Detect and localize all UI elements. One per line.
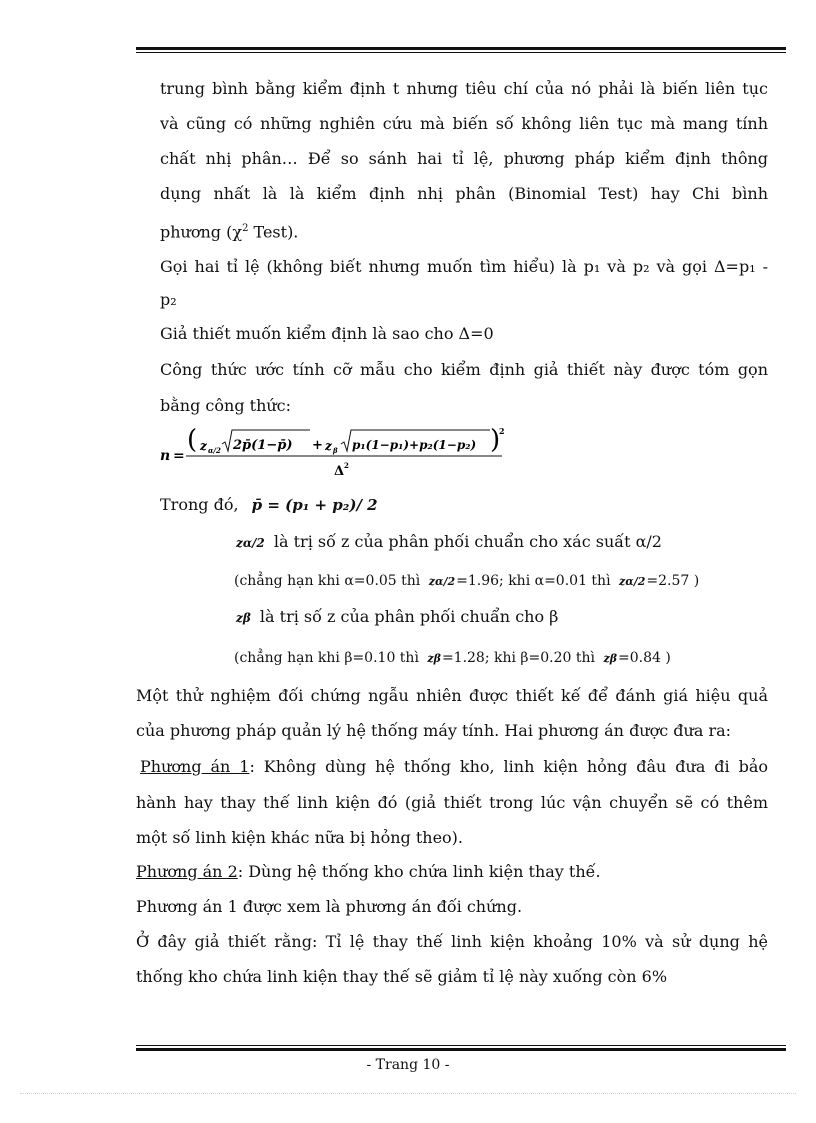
- svg-text:z: z: [200, 439, 207, 453]
- assumption-line-1: Ở đây giả thiết rằng: Tỉ lệ thay thế linh kiện khoảng 10% và sử dụng hệ: [136, 932, 768, 951]
- option-1-text: : Không dùng hệ thống kho, linh kiện hỏng đâu đưa đi bảo: [249, 757, 769, 776]
- z-beta-example: [234, 648, 671, 669]
- chi-text: phương (χ: [160, 222, 243, 242]
- z-alpha-example-c: =2.57 ): [646, 573, 700, 589]
- z-beta-line: [236, 607, 558, 628]
- where-label: Trong đó,: [160, 495, 239, 514]
- z-alpha-line: [236, 532, 662, 553]
- hypothesis-line: Giả thiết muốn kiểm định là sao cho Δ=0: [160, 324, 494, 343]
- paragraph-2-line-2: p₂: [160, 290, 177, 309]
- svg-text:z: z: [325, 439, 332, 453]
- option-2-label: Phương án 2: [136, 862, 238, 881]
- option-2-line: [136, 862, 601, 882]
- experiment-line-2: của phương pháp quản lý hệ thống máy tính. Hai phương án được đưa ra:: [136, 721, 732, 740]
- svg-text:β: β: [333, 446, 338, 455]
- z-beta-symbol: zβ: [236, 611, 251, 625]
- option-1-label: Phương án 1: [140, 757, 250, 776]
- paragraph-1-line-5: [160, 219, 298, 242]
- z-alpha-example-b: =1.96; khi α=0.01 thì: [456, 573, 611, 589]
- paragraph-2-line-1: Gọi hai tỉ lệ (không biết nhưng muốn tìm hiểu) là p₁ và p₂ và gọi Δ=p₁ -: [160, 257, 768, 276]
- svg-text:): ): [490, 425, 501, 455]
- z-beta-text: là trị số z của phân phối chuẩn cho β: [259, 607, 559, 626]
- z-alpha-symbol-inline-2: zα/2: [619, 575, 646, 588]
- z-beta-example-c: =0.84 ): [618, 650, 671, 666]
- svg-text:+: +: [312, 438, 323, 453]
- test-text: Test).: [248, 222, 299, 242]
- assumption-line-2: thống kho chứa linh kiện thay thế sẽ giảm tỉ lệ này xuống còn 6%: [136, 967, 668, 986]
- sample-size-formula: [160, 424, 505, 482]
- svg-text:n: n: [160, 448, 171, 464]
- page-edge-dotted-line: [20, 1093, 796, 1094]
- z-alpha-example-a: (chẳng hạn khi α=0.05 thì: [234, 573, 421, 589]
- option-2-text: : Dùng hệ thống kho chứa linh kiện thay thế.: [237, 862, 601, 881]
- z-alpha-example: [234, 571, 699, 592]
- chi-superscript: 2: [242, 223, 249, 234]
- paragraph-1-line-4: dụng nhất là là kiểm định nhị phân (Binomial Test) hay Chi bình: [160, 184, 768, 203]
- svg-text:2: 2: [344, 461, 349, 470]
- option-1-line-3: một số linh kiện khác nữa bị hỏng theo).: [136, 828, 464, 847]
- footer-rule: [136, 1045, 786, 1051]
- formula-intro-line-1: Công thức ước tính cỡ mẫu cho kiểm định giả thiết này được tóm gọn: [160, 360, 768, 379]
- svg-text:p₁(1−p₁)+p₂(1−p₂): p₁(1−p₁)+p₂(1−p₂): [352, 438, 477, 452]
- svg-text:=: =: [173, 448, 185, 464]
- p-bar-formula: p̄ = (p₁ + p₂)/ 2: [251, 496, 378, 514]
- where-line: [160, 495, 378, 515]
- z-beta-symbol-inline-2: zβ: [603, 652, 618, 665]
- svg-text:(: (: [187, 425, 198, 455]
- svg-text:Δ: Δ: [334, 464, 345, 479]
- svg-text:2p̄(1−p̄): 2p̄(1−p̄): [233, 438, 293, 453]
- option-1-line-2: hành hay thay thế linh kiện đó (giả thiết trong lúc vận chuyển sẽ có thêm: [136, 793, 768, 812]
- z-beta-symbol-inline: zβ: [427, 652, 441, 665]
- control-line: Phương án 1 được xem là phương án đối chứng.: [136, 897, 523, 916]
- option-1-line-1: [136, 757, 768, 777]
- paragraph-1-line-3: chất nhị phân… Để so sánh hai tỉ lệ, phương pháp kiểm định thông: [160, 149, 768, 168]
- paragraph-1-line-1: trung bình bằng kiểm định t nhưng tiêu chí của nó phải là biến liên tục: [160, 79, 768, 98]
- z-alpha-symbol-inline: zα/2: [428, 575, 456, 588]
- header-rule: [136, 47, 786, 53]
- z-alpha-text: là trị số z của phân phối chuẩn cho xác suất α/2: [273, 532, 662, 551]
- page-number: - Trang 10 -: [366, 1057, 450, 1073]
- z-beta-example-a: (chẳng hạn khi β=0.10 thì: [234, 650, 419, 666]
- svg-text:2: 2: [499, 426, 505, 436]
- z-beta-example-b: =1.28; khi β=0.20 thì: [441, 650, 596, 666]
- svg-text:α/2: α/2: [208, 446, 221, 455]
- z-alpha-symbol: zα/2: [236, 536, 265, 550]
- formula-intro-line-2: bằng công thức:: [160, 396, 292, 415]
- paragraph-1-line-2: và cũng có những nghiên cứu mà biến số không liên tục mà mang tính: [160, 114, 768, 133]
- experiment-line-1: Một thử nghiệm đối chứng ngẫu nhiên được thiết kế để đánh giá hiệu quả: [136, 686, 768, 705]
